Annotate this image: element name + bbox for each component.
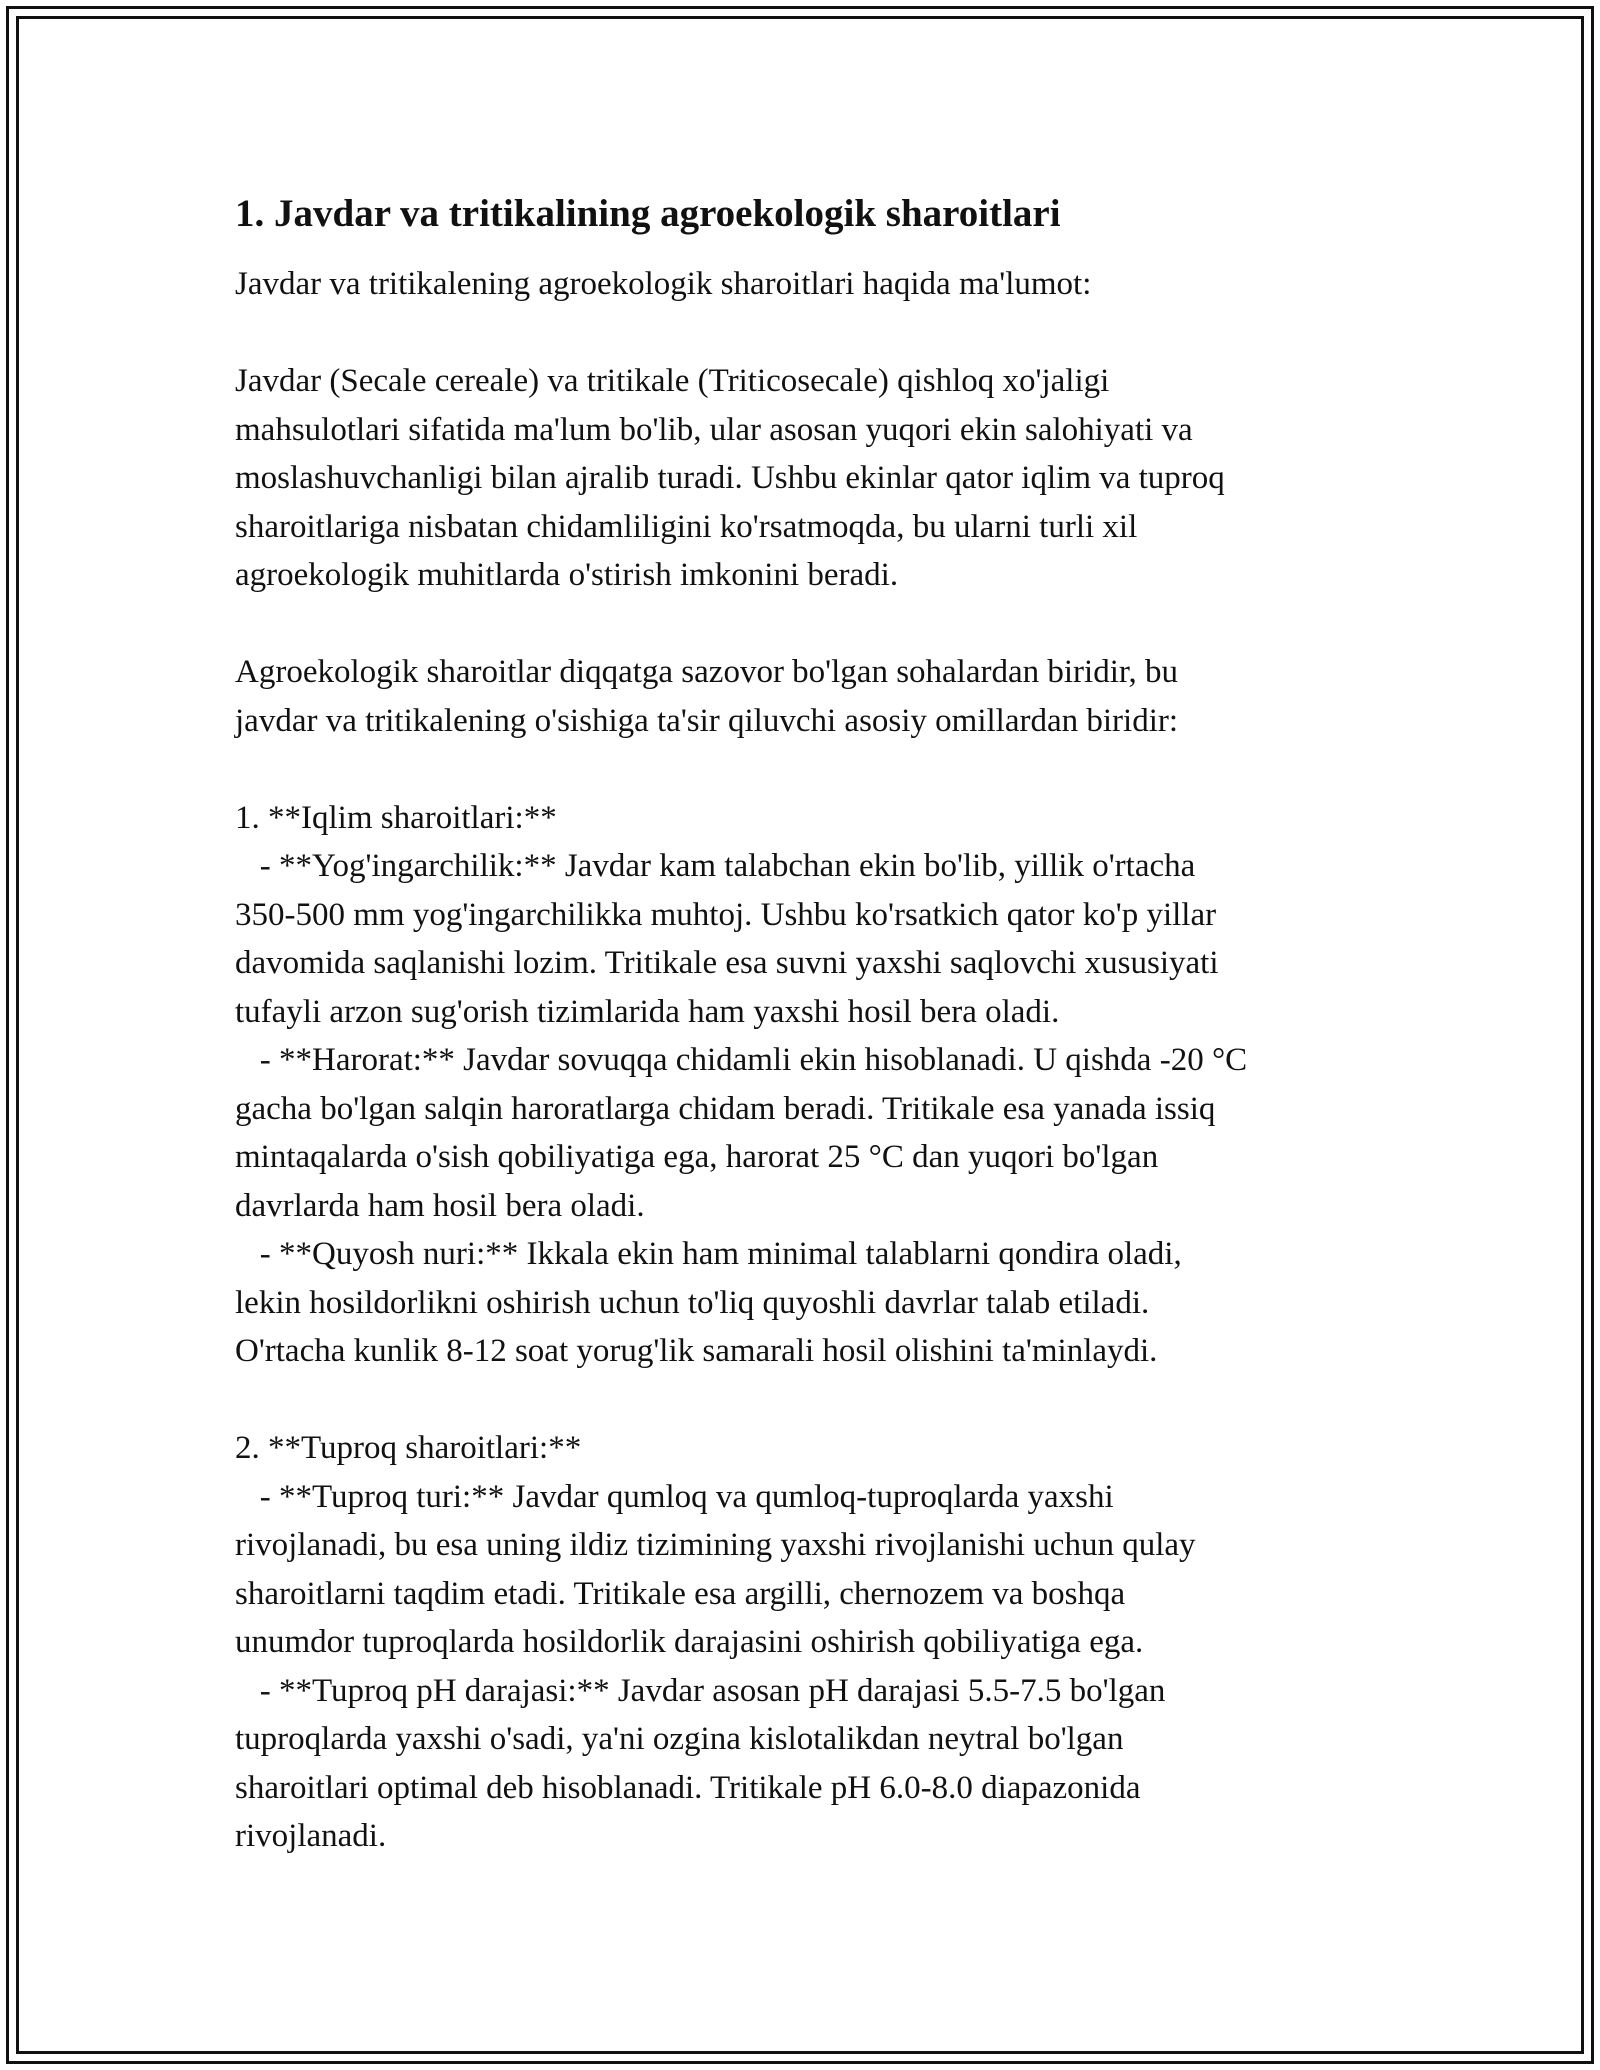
intro-paragraph: Javdar va tritikalening agroekologik sharoitlari haqida ma'lumot:	[235, 266, 1092, 302]
soil-conditions-section: 2. **Tuproq sharoitlari:** - **Tuproq turi:** Javdar qumloq va qumloq-tuproqlarda yaxshi rivojlanadi, bu esa uning ildiz tizimining yaxshi rivojlanishi uchun qulay sharoitlarni taqdim etadi. Tritikale esa argilli, chernozem va boshqa unumdor tuproqlarda hosildorlik darajasini oshirish qobiliyatiga ega. - **Tuproq pH darajasi:** Javdar asosan pH darajasi 5.5-7.5 bo'lgan tuproqlarda yaxshi o'sadi, ya'ni ozgina kislotalikdan neytral bo'lgan sharoitlari optimal deb hisoblanadi. Tritikale pH 6.0-8.0 diapazonida rivojlanadi.	[235, 1430, 1196, 1854]
overview-paragraph: Javdar (Secale cereale) va tritikale (Triticosecale) qishloq xo'jaligi mahsulotlari sifatida ma'lum bo'lib, ular asosan yuqori ekin salohiyati va moslashuvchanligi bilan ajralib turadi. Ushbu ekinlar qator iqlim va tuproq sharoitlariga nisbatan chidamliligini ko'rsatmoqda, bu ularni turli xil agroekologik muhitlarda o'stirish imkonini beradi.	[235, 363, 1225, 593]
document-title: 1. Javdar va tritikalining agroekologik sharoitlari	[235, 192, 1061, 235]
document-page	[235, 188, 1395, 1861]
climate-conditions-section: 1. **Iqlim sharoitlari:** - **Yog'ingarchilik:** Javdar kam talabchan ekin bo'lib, yillik o'rtacha 350-500 mm yog'ingarchilikka muhtoj. Ushbu ko'rsatkich qator ko'p yillar davomida saqlanishi lozim. Tritikale esa suvni yaxshi saqlovchi xususiyati tufayli arzon sug'orish tizimlarida ham yaxshi hosil bera oladi. - **Harorat:** Javdar sovuqqa chidamli ekin hisoblanadi. U qishda -20 °C gacha bo'lgan salqin haroratlarga chidam beradi. Tritikale esa yanada issiq mintaqalarda o'sish qobiliyatiga ega, harorat 25 °C dan yuqori bo'lgan davrlarda ham hosil bera oladi. - **Quyosh nuri:** Ikkala ekin ham minimal talablarni qondira oladi, lekin hosildorlikni oshirish uchun to'liq quyoshli davrlar talab etiladi. O'rtacha kunlik 8-12 soat yorug'lik samarali hosil olishini ta'minlaydi.	[235, 799, 1248, 1369]
factors-intro-paragraph: Agroekologik sharoitlar diqqatga sazovor bo'lgan sohalardan biridir, bu javdar va tritikalening o'sishiga ta'sir qiluvchi asosiy omillardan biridir:	[235, 654, 1179, 739]
